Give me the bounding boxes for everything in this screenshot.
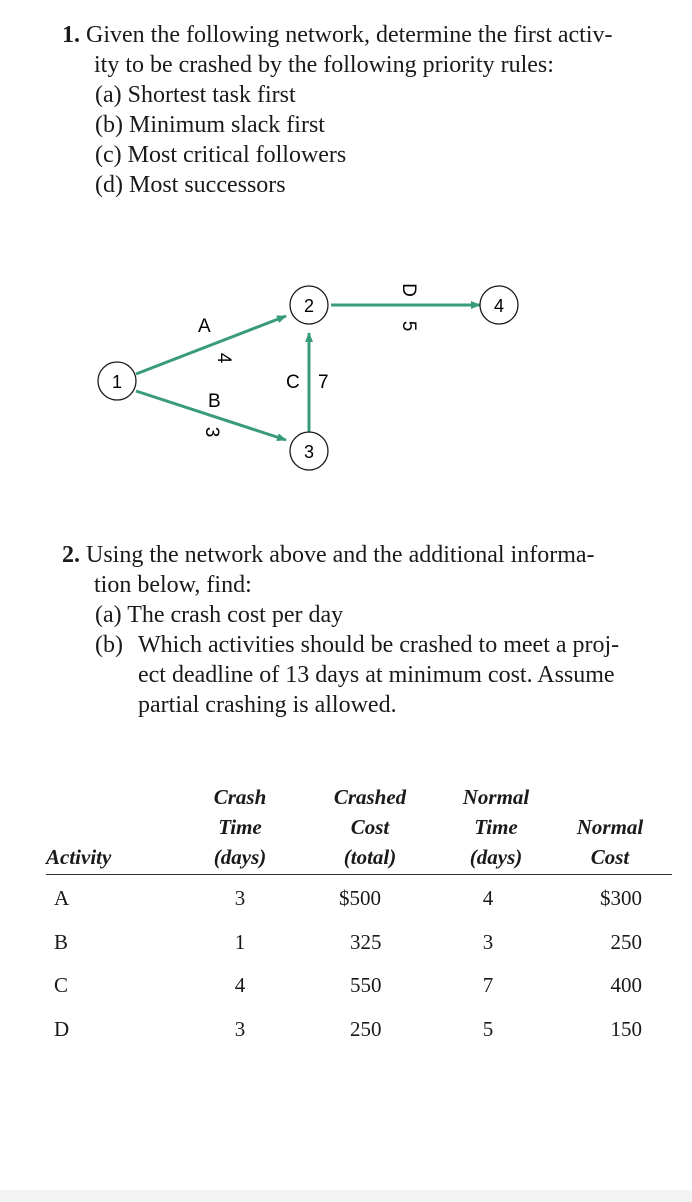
option-label: (a) — [95, 602, 122, 628]
edge-d-name: D — [398, 283, 419, 297]
cell-normal-cost: 150 — [610, 1017, 642, 1041]
edge-a-duration: 4 — [213, 352, 234, 364]
cell-normal-cost: $300 — [600, 886, 642, 910]
edge-b-duration: 3 — [201, 426, 222, 438]
node-4 — [480, 286, 518, 324]
q2-number: 2. — [62, 542, 80, 568]
q1-number: 1. — [62, 22, 80, 48]
edge-a-arrow — [136, 316, 286, 374]
node-2-label: 2 — [303, 296, 315, 316]
cell-activity: C — [54, 973, 69, 997]
cell-normal-time: 3 — [482, 930, 494, 954]
cell-normal-cost: 250 — [610, 930, 642, 954]
option-label: (d) — [95, 172, 123, 198]
q2-option-b-line-1: Which activities should be crashed to meet a proj- — [138, 632, 620, 658]
option-label: (c) — [95, 142, 122, 168]
node-1-label: 1 — [111, 372, 123, 392]
header-crash-time-line-1: Crash — [213, 785, 267, 809]
edge-b-name: B — [208, 391, 221, 412]
cell-normal-time: 4 — [482, 886, 494, 910]
q2-option-b-line-2: ect deadline of 13 days at minimum cost. Assume — [138, 662, 615, 688]
header-crashed-cost-line-1: Crashed — [333, 785, 407, 809]
q2-text-line-1: Using the network above and the additional informa- — [86, 542, 595, 568]
q1-text-line-2: ity to be crashed by the following priority rules: — [94, 52, 554, 78]
q2-option-b-line-3: partial crashing is allowed. — [138, 692, 397, 718]
cell-crashed-cost: 550 — [350, 973, 382, 997]
node-2 — [290, 286, 328, 324]
q2-text-line-2: tion below, find: — [94, 572, 252, 598]
q2-line-1 — [62, 540, 595, 570]
cell-crash-time: 3 — [234, 886, 246, 910]
q2-option-b-label: (b) — [95, 632, 123, 658]
header-activity: Activity — [46, 845, 112, 869]
cell-activity: A — [54, 886, 70, 910]
cell-activity: B — [54, 930, 69, 954]
q2-option-a — [95, 600, 343, 630]
edge-c-duration: 7 — [318, 372, 329, 393]
header-crash-time-line-2: Time — [218, 815, 262, 839]
option-text: Minimum slack first — [128, 112, 325, 138]
header-normal-time-line-1: Normal — [462, 785, 530, 809]
cell-crash-time: 1 — [234, 930, 246, 954]
cell-crashed-cost: 325 — [350, 930, 382, 954]
header-normal-cost-line-1: Normal — [576, 815, 644, 839]
network-diagram — [0, 0, 692, 480]
cell-crashed-cost: $500 — [339, 886, 381, 910]
edge-c-name: C — [286, 372, 300, 393]
option-label: (a) — [95, 82, 122, 108]
table-header-rule — [46, 874, 672, 875]
header-normal-cost-line-2: Cost — [590, 845, 630, 869]
cell-crashed-cost: 250 — [350, 1017, 382, 1041]
cell-crash-time: 4 — [234, 973, 246, 997]
option-text: Most successors — [128, 172, 286, 198]
cell-normal-time: 5 — [482, 1017, 494, 1041]
edge-d-duration: 5 — [398, 320, 419, 332]
node-1 — [98, 362, 136, 400]
edge-a-name: A — [198, 316, 211, 337]
header-crashed-cost-line-2: Cost — [350, 815, 390, 839]
node-4-label: 4 — [493, 296, 505, 316]
cell-activity: D — [54, 1017, 70, 1041]
option-text: The crash cost per day — [127, 602, 344, 628]
option-label: (b) — [95, 112, 123, 138]
header-crashed-cost-line-3: (total) — [343, 845, 397, 869]
option-text: Shortest task first — [127, 82, 296, 108]
node-3-label: 3 — [303, 442, 315, 462]
header-crash-time-line-3: (days) — [213, 845, 267, 869]
header-normal-time-line-2: Time — [474, 815, 518, 839]
q1-text-line-1: Given the following network, determine the first activ- — [86, 22, 613, 48]
page-bottom-strip — [0, 1190, 692, 1202]
cell-normal-time: 7 — [482, 973, 494, 997]
option-text: Most critical followers — [127, 142, 347, 168]
cell-crash-time: 3 — [234, 1017, 246, 1041]
cell-normal-cost: 400 — [610, 973, 642, 997]
header-normal-time-line-3: (days) — [469, 845, 523, 869]
node-3 — [290, 432, 328, 470]
